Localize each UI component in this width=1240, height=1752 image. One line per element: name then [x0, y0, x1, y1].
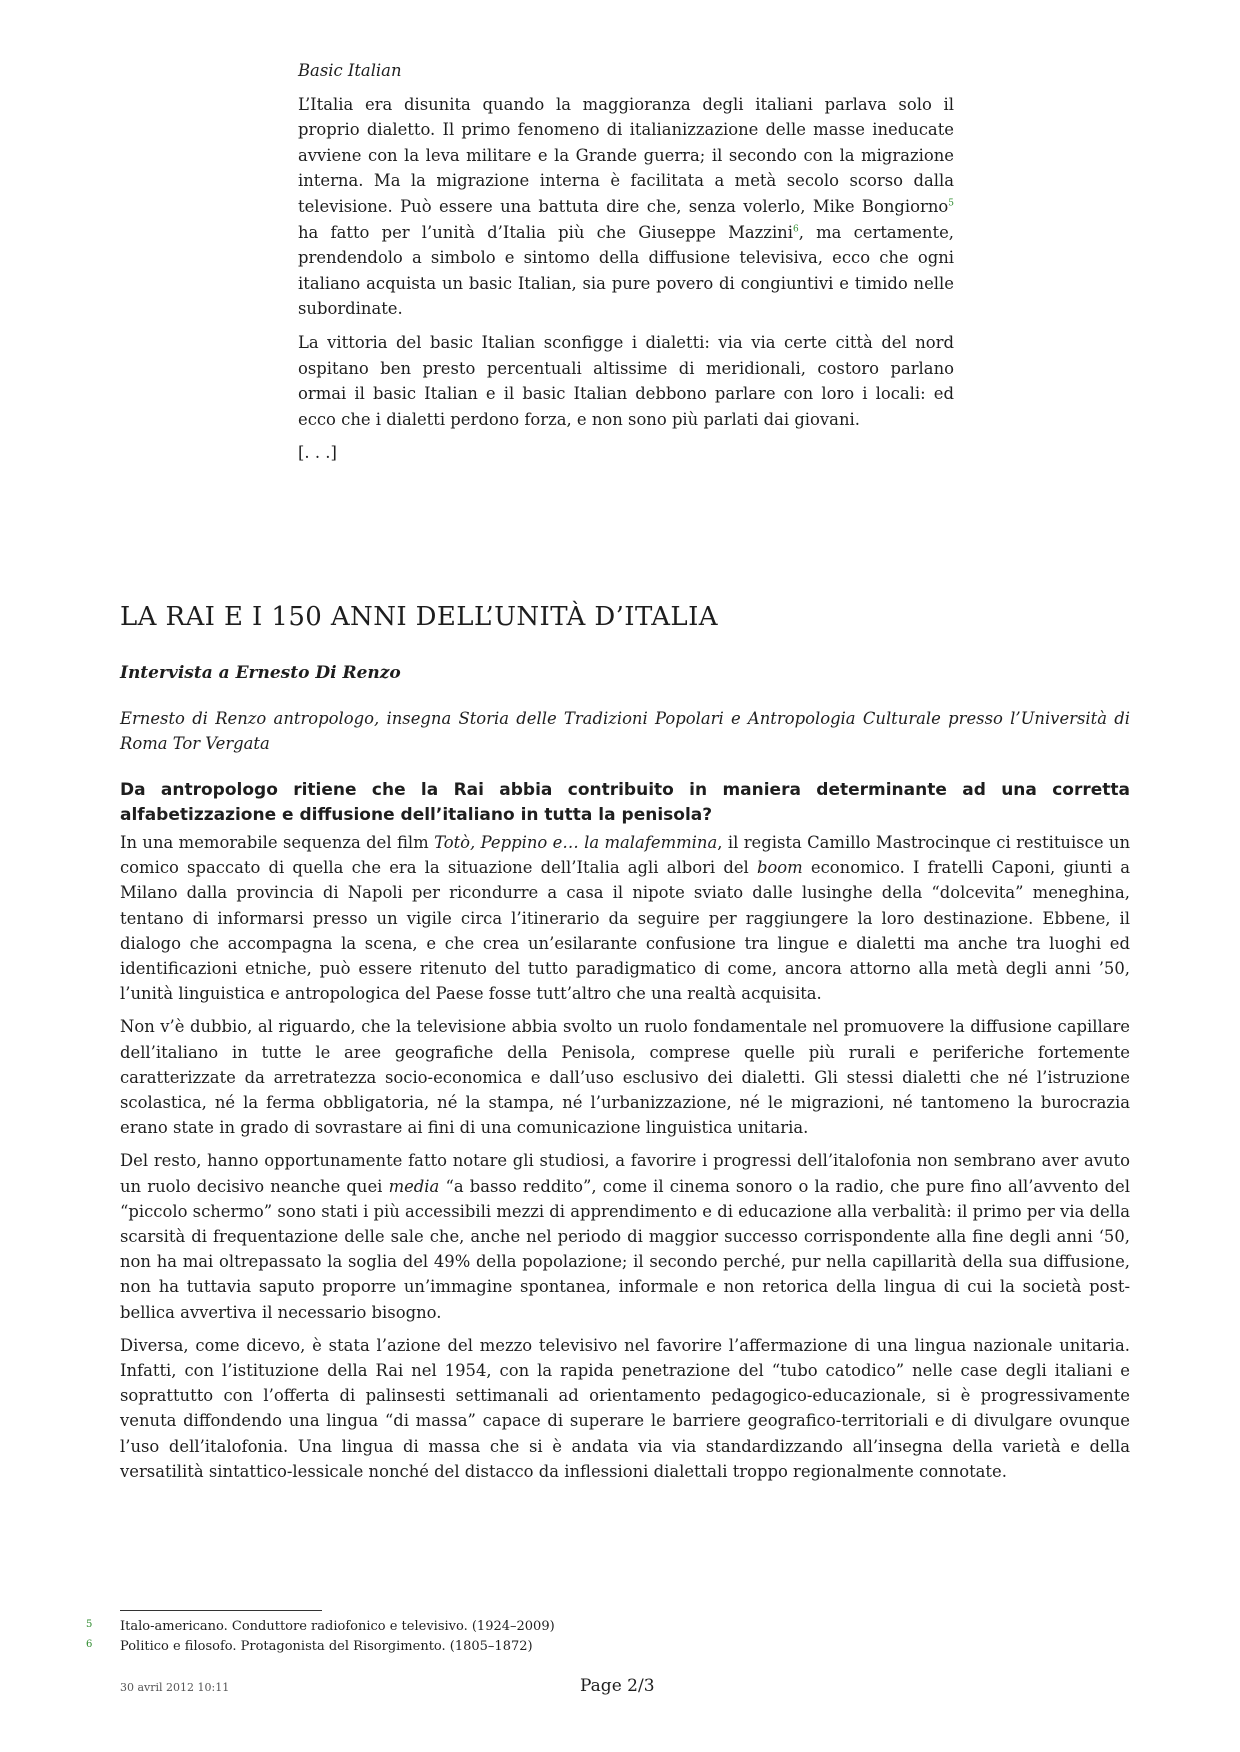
- p1-text-c: economico. I fratelli Caponi, giunti a Milano dalla provincia di Napoli per ricondurre a casa il nipote sviato dalle lusinghe della “dolcevita” meneghina, tentano di informarsi presso un vigile circa l’itinerario da seguire per raggiungere la loro destinazione. Ebbene, il dialogo che accompagna la scena, e che crea un’esilarante confusione tra lingue e dialetti ma anche tra luoghi ed identificazioni etniche, può essere ritenuto del tutto paradigmatico di come, ancora attorno alla metà degli anni ’50, l’unità linguistica e antropologica del Paese fosse tutt’altro che una realtà acquisita.: [120, 858, 1130, 1004]
- article-paragraph-2: Non v’è dubbio, al riguardo, che la televisione abbia svolto un ruolo fondamentale nel promuovere la diffusione capillare dell’italiano in tutte le aree geografiche della Penisola, comprese quelle più rurali e periferiche fortemente caratterizzate da arretratezza socio-economica e dall’uso esclusivo dei dialetti. Gli stessi dialetti che né l’istruzione scolastica, né la ferma obbligatoria, né la stampa, né l’urbanizzazione, né le migrazioni, né tantomeno la burocrazia erano state in grado di sovrastare ai fini di una comunicazione linguistica unitaria.: [120, 1017, 1130, 1138]
- footnote-ref-6[interactable]: 6: [792, 224, 799, 235]
- p1-text-a: In una memorabile sequenza del film: [120, 833, 435, 852]
- footnote-divider: [120, 1610, 322, 1611]
- footnote-text: Italo-americano. Conduttore radiofonico e televisivo. (1924–2009): [120, 1619, 555, 1634]
- p3-text-b: “a basso reddito”, come il cinema sonoro o la radio, che pure fino all’avvento del “piccolo schermo” sono stati i più accessibili mezzi di apprendimento e di educazione alla verbalità: il primo per via della scarsità di frequentazione delle sale che, anche nel periodo di maggior successo corrispondente alla fine degli anni ‘50, non ha mai oltrepassato la soglia del 49% della popolazione; il secondo perché, pur nella capillarità della sua diffusione, non ha tuttavia saputo proporre un’immagine spontanea, informale e non retorica della lingua di cui la società post-bellica avvertiva il necessario bisogno.: [120, 1176, 1130, 1322]
- quote-paragraph-1: [298, 92, 954, 322]
- quote-title: Basic Italian: [298, 61, 402, 80]
- article-paragraph-4: Diversa, come dicevo, è stata l’azione del mezzo televisivo nel favorire l’affermazione di una lingua nazionale unitaria. Infatti, con l’istituzione della Rai nel 1954, con la rapida penetrazione del “tubo catodico” nelle case degli italiani e soprattutto con l’offerta di palinsesti settimanali ad orientamento pedagogico-educazionale, si è progressivamente venuta diffondendo una lingua “di massa” capace di superare le barriere geografico-territoriali e di divulgare ovunque l’uso dell’italofonia. Una lingua di massa che si è andata via via standardizzando all’insegna della varietà e della versatilità sintattico-lessicale nonché del distacco da inflessioni dialettali troppo regionalmente connotate.: [120, 1335, 1130, 1481]
- footnote-number: 6: [86, 1639, 93, 1650]
- quote-paragraph-2: La vittoria del basic Italian sconfigge i dialetti: via via certe città del nord ospitano ben presto percentuali altissime di meridionali, costoro parlano ormai il basic Italian e il basic Italian debbono parlare con loro i locali: ed ecco che i dialetti perdono forza, e non sono più parlati dai giovani.: [298, 332, 954, 429]
- footnote-number: 5: [86, 1619, 93, 1630]
- article: [120, 600, 1130, 1492]
- boom-word: boom: [756, 858, 803, 878]
- quote-p1-text-b: ha fatto per l’unità d’Italia più che Giuseppe Mazzini: [298, 222, 793, 242]
- page-number: Page 2/3: [580, 1676, 655, 1696]
- footnote-6: [86, 1637, 986, 1657]
- article-paragraph-3: [120, 1148, 1130, 1324]
- article-body: [120, 830, 1130, 1484]
- author-bio: Ernesto di Renzo antropologo, insegna Storia delle Tradizioni Popolari e Antropologia Culturale presso l’Università di Roma Tor Vergata: [120, 709, 1130, 753]
- footnotes: [86, 1617, 986, 1657]
- interview-question: Da antropologo ritiene che la Rai abbia contribuito in maniera determinante ad una corretta alfabetizzazione e diffusione dell’italiano in tutta la penisola?: [120, 780, 1130, 825]
- p3-text-a: Del resto, hanno opportunamente fatto notare gli studiosi, a favorire i progressi dell’italofonia non sembrano aver avuto un ruolo decisivo neanche quei: [120, 1151, 1130, 1196]
- article-title: LA RAI E I 150 ANNI DELL’UNITÀ D’ITALIA: [120, 602, 718, 632]
- quote-p1-text-c: , ma certamente, prendendolo a simbolo e sintomo della diffusione televisiva, ecco che ogni italiano acquista un basic Italian, sia pure povero di congiuntivi e timido nelle subordinate.: [298, 222, 954, 319]
- interview-subtitle: Intervista a Ernesto Di Renzo: [120, 663, 401, 683]
- footnote-ref-5[interactable]: 5: [948, 198, 954, 209]
- quote-p1-text-a: L’Italia era disunita quando la maggioranza degli italiani parlava solo il proprio dialetto. Il primo fenomeno di italianizzazione delle masse ineducate avviene con la leva militare e la Grande guerra; il secondo con la migrazione interna. Ma la migrazione interna è facilitata a metà secolo scorso dalla televisione. Può essere una battuta dire che, senza volerlo, Mike Bongiorno: [298, 94, 954, 216]
- footnote-text: Politico e filosofo. Protagonista del Risorgimento. (1805–1872): [120, 1639, 533, 1654]
- print-date: 30 avril 2012 10:11: [120, 1681, 230, 1694]
- p1-text-b: , il regista Camillo Mastrocinque ci restituisce un comico spaccato di quella che era la situazione dell’Italia agli albori del: [120, 833, 1131, 878]
- quote-ellipsis: [. . .]: [298, 443, 337, 463]
- page-footer: [120, 1676, 1120, 1698]
- footnote-5: [86, 1617, 986, 1637]
- article-paragraph-1: [120, 830, 1130, 1006]
- quoted-excerpt: [298, 58, 954, 466]
- film-title: Totò, Peppino e… la malafemmina: [434, 833, 718, 852]
- media-word: media: [388, 1176, 440, 1196]
